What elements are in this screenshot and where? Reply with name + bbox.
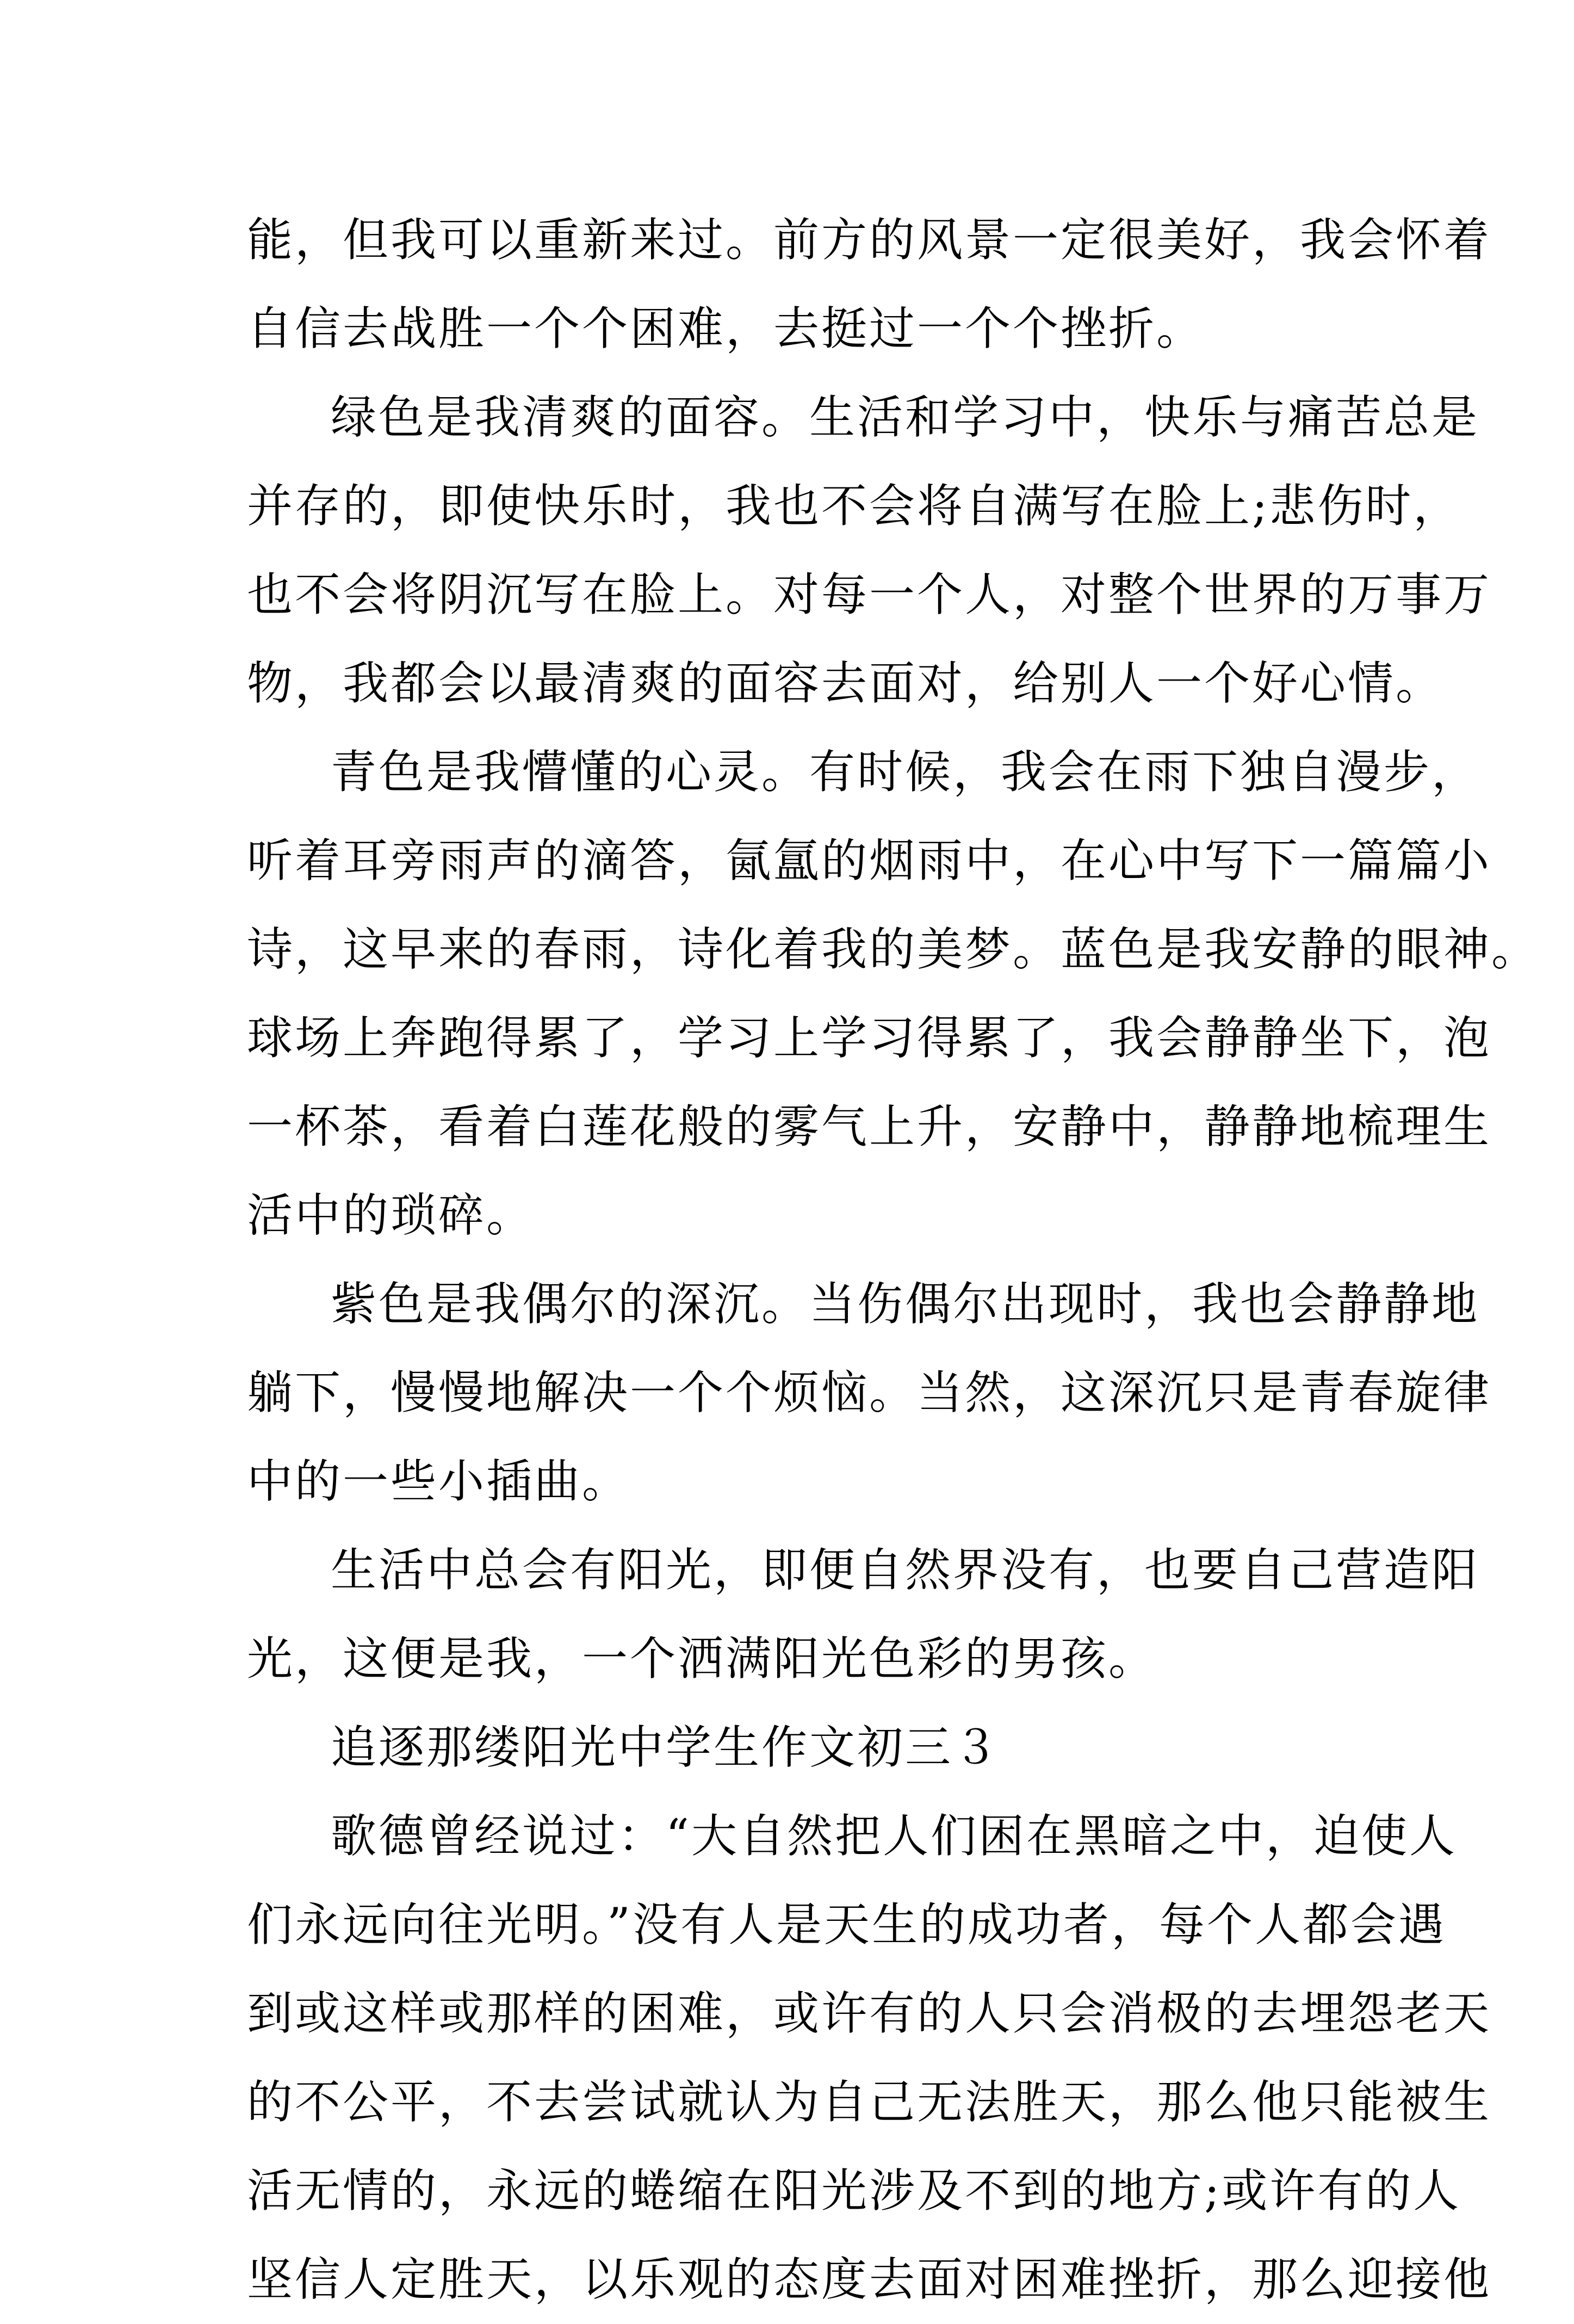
paragraph-first-line: 生活中总会有阳光，即便自然界没有，也要自己营造阳 [331, 1543, 1480, 1597]
text-line: 能，但我可以重新来过。前方的风景一定很美好，我会怀着 [247, 213, 1492, 267]
text-line: 到或这样或那样的困难，或许有的人只会消极的去埋怨老天 [247, 1987, 1492, 2040]
text-line: 坚信人定胜天，以乐观的态度去面对困难挫折，那么迎接他 [247, 2253, 1492, 2306]
paragraph-first-line: 绿色是我清爽的面容。生活和学习中，快乐与痛苦总是 [331, 391, 1480, 444]
text-line: 也不会将阴沉写在脸上。对每一个人，对整个世界的万事万 [247, 568, 1492, 621]
text-line: 一杯茶，看着白莲花般的雾气上升，安静中，静静地梳理生 [247, 1100, 1492, 1153]
text-line: 听着耳旁雨声的滴答，氤氲的烟雨中，在心中写下一篇篇小 [247, 834, 1492, 887]
text-line: 并存的，即使快乐时，我也不会将自满写在脸上;悲伤时， [247, 479, 1461, 533]
text-line: 的不公平，不去尝试就认为自己无法胜天，那么他只能被生 [247, 2075, 1492, 2129]
text-line: 躺下，慢慢地解决一个个烦恼。当然，这深沉只是青春旋律 [247, 1366, 1492, 1419]
text-line: 自信去战胜一个个困难，去挺过一个个挫折。 [247, 302, 1205, 355]
text-line: 活中的琐碎。 [247, 1189, 535, 1242]
section-heading: 追逐那缕阳光中学生作文初三３ [331, 1721, 1001, 1774]
paragraph-first-line: 歌德曾经说过：“大自然把人们困在黑暗之中，迫使人 [331, 1809, 1457, 1863]
paragraph-first-line: 青色是我懵懂的心灵。有时候，我会在雨下独自漫步， [331, 745, 1480, 799]
text-line: 物，我都会以最清爽的面容去面对，给别人一个好心情。 [247, 657, 1444, 710]
text-line: 诗，这早来的春雨，诗化着我的美梦。蓝色是我安静的眼神。 [247, 923, 1540, 976]
text-line: 光，这便是我，一个洒满阳光色彩的男孩。 [247, 1632, 1157, 1685]
text-line: 球场上奔跑得累了，学习上学习得累了，我会静静坐下，泡 [247, 1011, 1492, 1065]
text-line: 中的一些小插曲。 [247, 1455, 630, 1508]
text-line: 活无情的，永远的蜷缩在阳光涉及不到的地方;或许有的人 [247, 2164, 1461, 2217]
text-line: 们永远向往光明。”没有人是天生的成功者，每个人都会遇 [247, 1898, 1446, 1951]
paragraph-first-line: 紫色是我偶尔的深沉。当伤偶尔出现时，我也会静静地 [331, 1277, 1480, 1331]
